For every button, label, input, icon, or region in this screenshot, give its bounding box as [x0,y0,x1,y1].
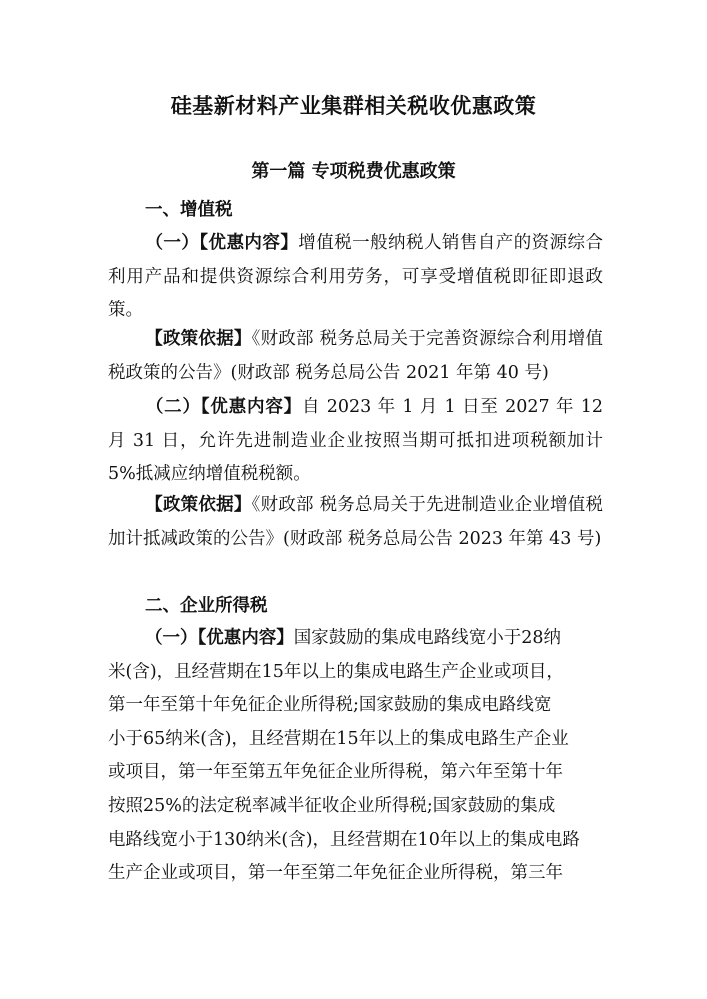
paragraph-text: 《财政部 税务总局关于先进制造业企业增值税加计抵减政策的公告》(财政部 税务总局公告 2023 年第 43 号) [108,495,604,549]
paragraph-line: 第一年至第十年免征企业所得税;国家鼓励的集成电路线宽 [108,695,552,716]
paragraph-line: 米(含)，且经营期在15年以上的集成电路生产企业或项目， [108,661,564,682]
paragraph-vat-basis-1 [108,323,603,390]
paragraph-line: 小于65纳米(含)，且经营期在15年以上的集成电路生产企业 [108,728,569,749]
paragraph-line: 按照25%的法定税率减半征收企业所得税;国家鼓励的集成 [108,795,556,816]
paragraph-vat-basis-2 [108,489,603,556]
part-title: 第一篇 专项税费优惠政策 [251,161,456,182]
paragraph-label: 【政策依据】 [145,329,252,349]
paragraph-label: （一）【优惠内容】 [145,628,294,648]
section-heading-vat: 一、增值税 [145,200,233,220]
section-heading-cit: 二、企业所得税 [145,596,268,616]
paragraph-label: 【政策依据】 [145,495,252,515]
paragraph-text: 自 2023 年 1 月 1 日至 2027 年 12 月 31 日，允许先进制造业企业按照当期可抵扣进项税额加计 5%抵减应纳增值税税额。 [108,397,603,485]
paragraph-line: 或项目，第一年至第五年免征企业所得税，第六年至第十年 [108,762,563,783]
paragraph-text: 增值税一般纳税人销售自产的资源综合利用产品和提供资源综合利用劳务，可享受增值税即征即退政策。 [108,233,604,321]
paragraph-label: （一）【优惠内容】 [145,233,299,253]
paragraph-vat-benefit-1 [108,227,603,328]
paragraph-vat-benefit-2 [108,391,603,492]
paragraph-line: 电路线宽小于130纳米(含)，且经营期在10年以上的集成电路 [108,829,580,850]
paragraph-label: （二）【优惠内容】 [145,397,302,417]
paragraph-line: 生产企业或项目，第一年至第二年免征企业所得税，第三年 [108,863,563,884]
paragraph-text: 《财政部 税务总局关于完善资源综合利用增值税政策的公告》(财政部 税务总局公告 2021 年第 40 号) [108,329,604,383]
paragraph-cit-benefit-1 [108,622,603,891]
paragraph-line: 国家鼓励的集成电路线宽小于28纳 [293,628,562,648]
document-title: 硅基新材料产业集群相关税收优惠政策 [170,93,537,118]
